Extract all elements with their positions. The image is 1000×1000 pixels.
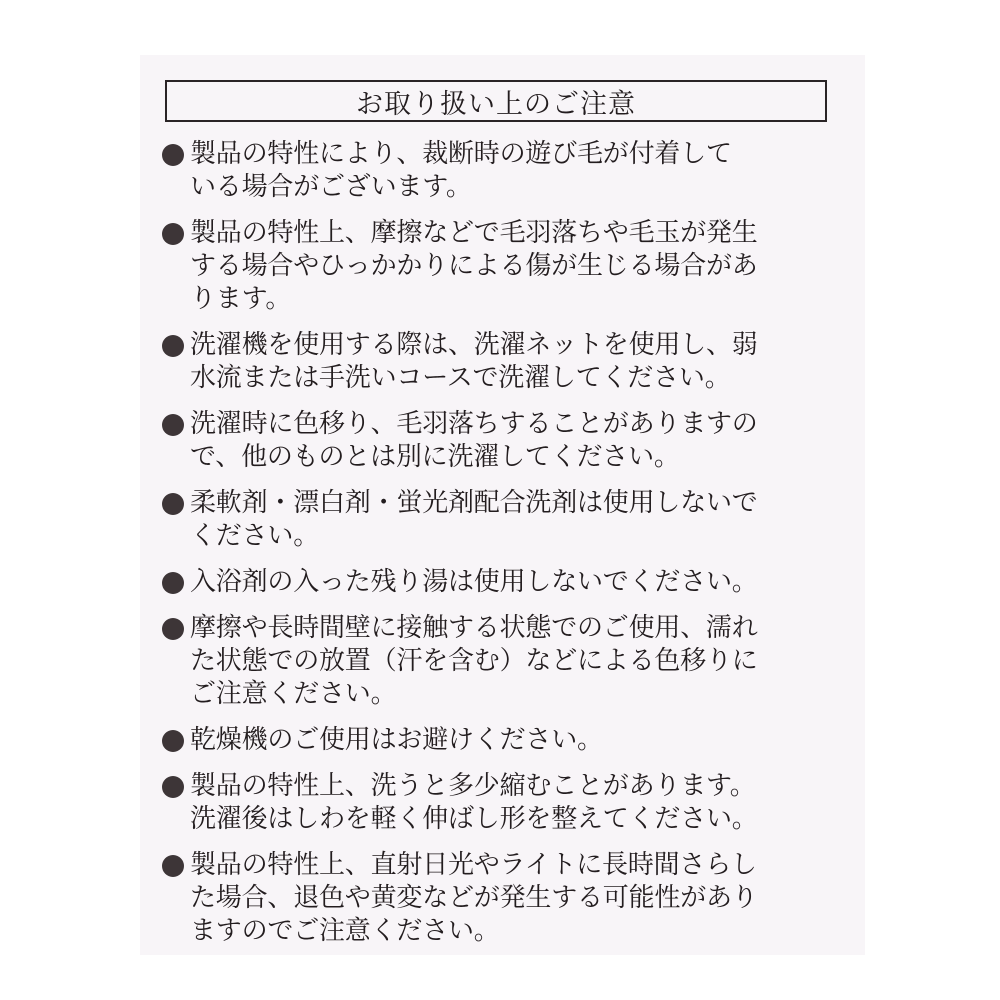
note-text: 洗濯機を使用する際は、洗濯ネットを使用し、弱 水流または手洗いコースで洗濯してください。 xyxy=(190,330,758,393)
bullet-dot-icon xyxy=(162,855,184,877)
bullet-dot-icon xyxy=(162,730,184,752)
note-text: 製品の特性上、直射日光やライトに長時間さらし た場合、退色や黄変などが発生する可能性があり ますのでご注意ください。 xyxy=(190,850,758,946)
list-item xyxy=(162,138,842,204)
list-item xyxy=(162,329,842,395)
list-item xyxy=(162,724,842,757)
list-item xyxy=(162,408,842,474)
list-item xyxy=(162,217,842,316)
list-item xyxy=(162,487,842,553)
bullet-dot-icon xyxy=(162,493,184,515)
bullet-dot-icon xyxy=(162,144,184,166)
page-title: お取り扱い上のご注意 xyxy=(165,80,827,122)
list-item xyxy=(162,849,842,948)
list-item xyxy=(162,566,842,599)
bullet-dot-icon xyxy=(162,776,184,798)
note-text: 乾燥機のご使用はお避けください。 xyxy=(190,725,603,755)
list-item xyxy=(162,612,842,711)
list-item xyxy=(162,770,842,836)
note-text: 摩擦や長時間壁に接触する状態でのご使用、濡れ た状態での放置（汗を含む）などによる色移りに ご注意ください。 xyxy=(190,613,758,709)
bullet-dot-icon xyxy=(162,223,184,245)
bullet-dot-icon xyxy=(162,414,184,436)
note-text: 製品の特性上、洗うと多少縮むことがあります。 洗濯後はしわを軽く伸ばし形を整えてください。 xyxy=(190,771,758,834)
note-text: 入浴剤の入った残り湯は使用しないでください。 xyxy=(190,567,758,597)
note-text: 製品の特性上、摩擦などで毛羽落ちや毛玉が発生 する場合やひっかかりによる傷が生じる場合があ ります。 xyxy=(190,218,758,314)
note-text: 製品の特性により、裁断時の遊び毛が付着して いる場合がございます。 xyxy=(190,139,732,202)
note-text: 柔軟剤・漂白剤・蛍光剤配合洗剤は使用しないで ください。 xyxy=(190,488,758,551)
bullet-dot-icon xyxy=(162,618,184,640)
care-notes-list xyxy=(162,138,842,961)
bullet-dot-icon xyxy=(162,335,184,357)
note-text: 洗濯時に色移り、毛羽落ちすることがありますの で、他のものとは別に洗濯してください。 xyxy=(190,409,758,472)
bullet-dot-icon xyxy=(162,572,184,594)
